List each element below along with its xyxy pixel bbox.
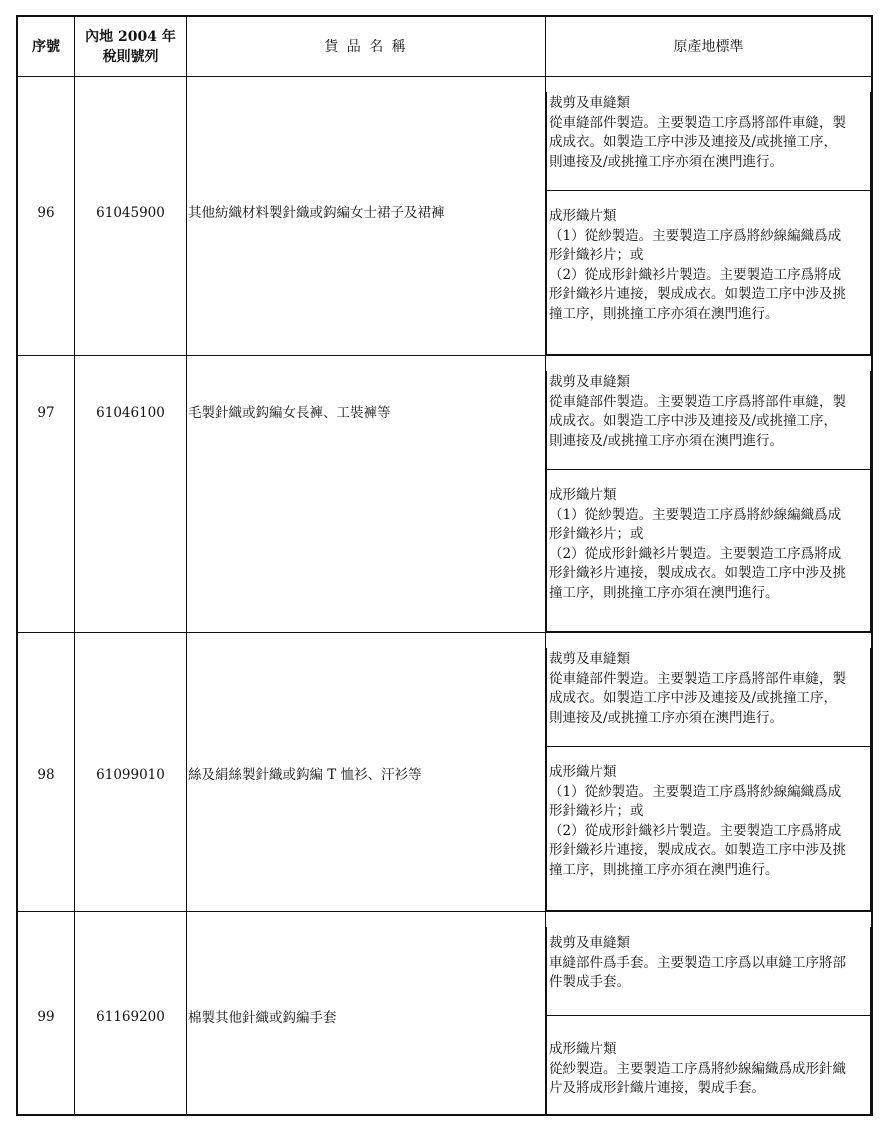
criteria-box-fully-fashioned — [546, 747, 871, 911]
criteria-box-fully-fashioned — [546, 1016, 871, 1116]
header-seq: 序號 — [32, 38, 60, 55]
column-divider — [186, 17, 187, 1114]
row-seq: 98 — [37, 767, 55, 783]
criteria-title: 成形織片類 — [549, 1041, 617, 1057]
criteria-line: 從車縫部件製造。主要製造工序爲將部件車縫，製 — [549, 393, 846, 410]
criteria-line: 形針織衫片；或 — [549, 247, 644, 264]
row-goods-name: 其他紡織材料製針織或鈎編女士裙子及裙褲 — [188, 205, 445, 221]
header-tariff-code — [75, 17, 186, 76]
criteria-line: 則連接及/或挑撞工序亦須在澳門進行。 — [549, 432, 784, 449]
criteria-line: 則連接及/或挑撞工序亦須在澳門進行。 — [549, 709, 784, 726]
criteria-line: 件製成手套。 — [549, 974, 630, 991]
criteria-title: 成形織片類 — [549, 208, 617, 224]
criteria-title: 裁剪及車縫類 — [549, 935, 630, 951]
criteria-line: 形針織衫片；或 — [549, 803, 644, 820]
criteria-line: 撞工序，則挑撞工序亦須在澳門進行。 — [549, 861, 779, 878]
criteria-line: （2）從成形針織衫片製造。主要製造工序爲將成 — [549, 822, 842, 839]
criteria-line: 成成衣。如製造工序中涉及連接及/或挑撞工序， — [549, 413, 838, 430]
criteria-title: 裁剪及車縫類 — [549, 651, 630, 667]
criteria-line: （2）從成形針織衫片製造。主要製造工序爲將成 — [549, 545, 842, 562]
criteria-box-fully-fashioned — [546, 470, 871, 632]
criteria-line: 撞工序，則挑撞工序亦須在澳門進行。 — [549, 305, 779, 322]
header-tariff-code-line1: 內地 2004 年 — [85, 28, 176, 45]
criteria-line: 成成衣。如製造工序中涉及連接及/或挑撞工序， — [549, 134, 838, 151]
header-divider — [18, 76, 871, 77]
criteria-line: 形針織衫片；或 — [549, 526, 644, 543]
row-divider — [18, 355, 871, 356]
criteria-box-cut-sew — [546, 371, 871, 470]
header-origin-criteria: 原產地標準 — [673, 38, 744, 55]
row-goods-name: 絲及絹絲製針織或鈎編 T 恤衫、汗衫等 — [188, 767, 422, 783]
column-divider — [74, 17, 75, 1114]
row-seq: 96 — [37, 205, 55, 221]
criteria-box-cut-sew — [546, 648, 871, 747]
row-seq: 99 — [37, 1009, 55, 1025]
criteria-line: 形針織衫片連接，製成成衣。如製造工序中涉及挑 — [549, 565, 846, 582]
criteria-box-cut-sew — [546, 92, 871, 191]
row-tariff-code: 61099010 — [96, 767, 165, 783]
criteria-line: 形針織衫片連接，製成成衣。如製造工序中涉及挑 — [549, 286, 846, 303]
row-divider — [18, 632, 871, 633]
criteria-line: 形針織衫片連接，製成成衣。如製造工序中涉及挑 — [549, 842, 846, 859]
criteria-title: 成形織片類 — [549, 487, 617, 503]
header-tariff-code-line2: 稅則號列 — [102, 48, 159, 65]
row-tariff-code: 61046100 — [96, 405, 165, 421]
row-tariff-code: 61169200 — [96, 1009, 165, 1025]
criteria-line: 車縫部件爲手套。主要製造工序爲以車縫工序將部 — [549, 954, 846, 971]
criteria-line: 則連接及/或挑撞工序亦須在澳門進行。 — [549, 153, 784, 170]
criteria-line: 從車縫部件製造。主要製造工序爲將部件車縫，製 — [549, 670, 846, 687]
criteria-title: 裁剪及車縫類 — [549, 374, 630, 390]
header-goods-name: 貨 品 名 稱 — [324, 38, 408, 55]
criteria-line: 片及將成形針織片連接，製成手套。 — [549, 1080, 765, 1097]
criteria-line: （2）從成形針織衫片製造。主要製造工序爲將成 — [549, 266, 842, 283]
criteria-title: 裁剪及車縫類 — [549, 95, 630, 111]
criteria-line: （1）從紗製造。主要製造工序爲將紗線編織爲成 — [549, 783, 842, 800]
row-tariff-code: 61045900 — [96, 205, 165, 221]
row-goods-name: 毛製針織或鈎編女長褲、工裝褲等 — [188, 405, 391, 421]
row-divider — [18, 911, 871, 912]
criteria-title: 成形織片類 — [549, 764, 617, 780]
criteria-box-cut-sew — [546, 927, 871, 1016]
criteria-line: 從紗製造。主要製造工序爲將紗線編織爲成形針織 — [549, 1060, 846, 1077]
row-seq: 97 — [37, 405, 55, 421]
origin-rules-table — [16, 15, 873, 1116]
row-goods-name: 棉製其他針織或鈎編手套 — [188, 1010, 337, 1026]
criteria-line: 從車縫部件製造。主要製造工序爲將部件車縫，製 — [549, 114, 846, 131]
criteria-line: 成成衣。如製造工序中涉及連接及/或挑撞工序， — [549, 690, 838, 707]
criteria-line: （1）從紗製造。主要製造工序爲將紗線編織爲成 — [549, 506, 842, 523]
criteria-box-fully-fashioned — [546, 191, 871, 355]
criteria-line: （1）從紗製造。主要製造工序爲將紗線編織爲成 — [549, 227, 842, 244]
criteria-line: 撞工序，則挑撞工序亦須在澳門進行。 — [549, 584, 779, 601]
